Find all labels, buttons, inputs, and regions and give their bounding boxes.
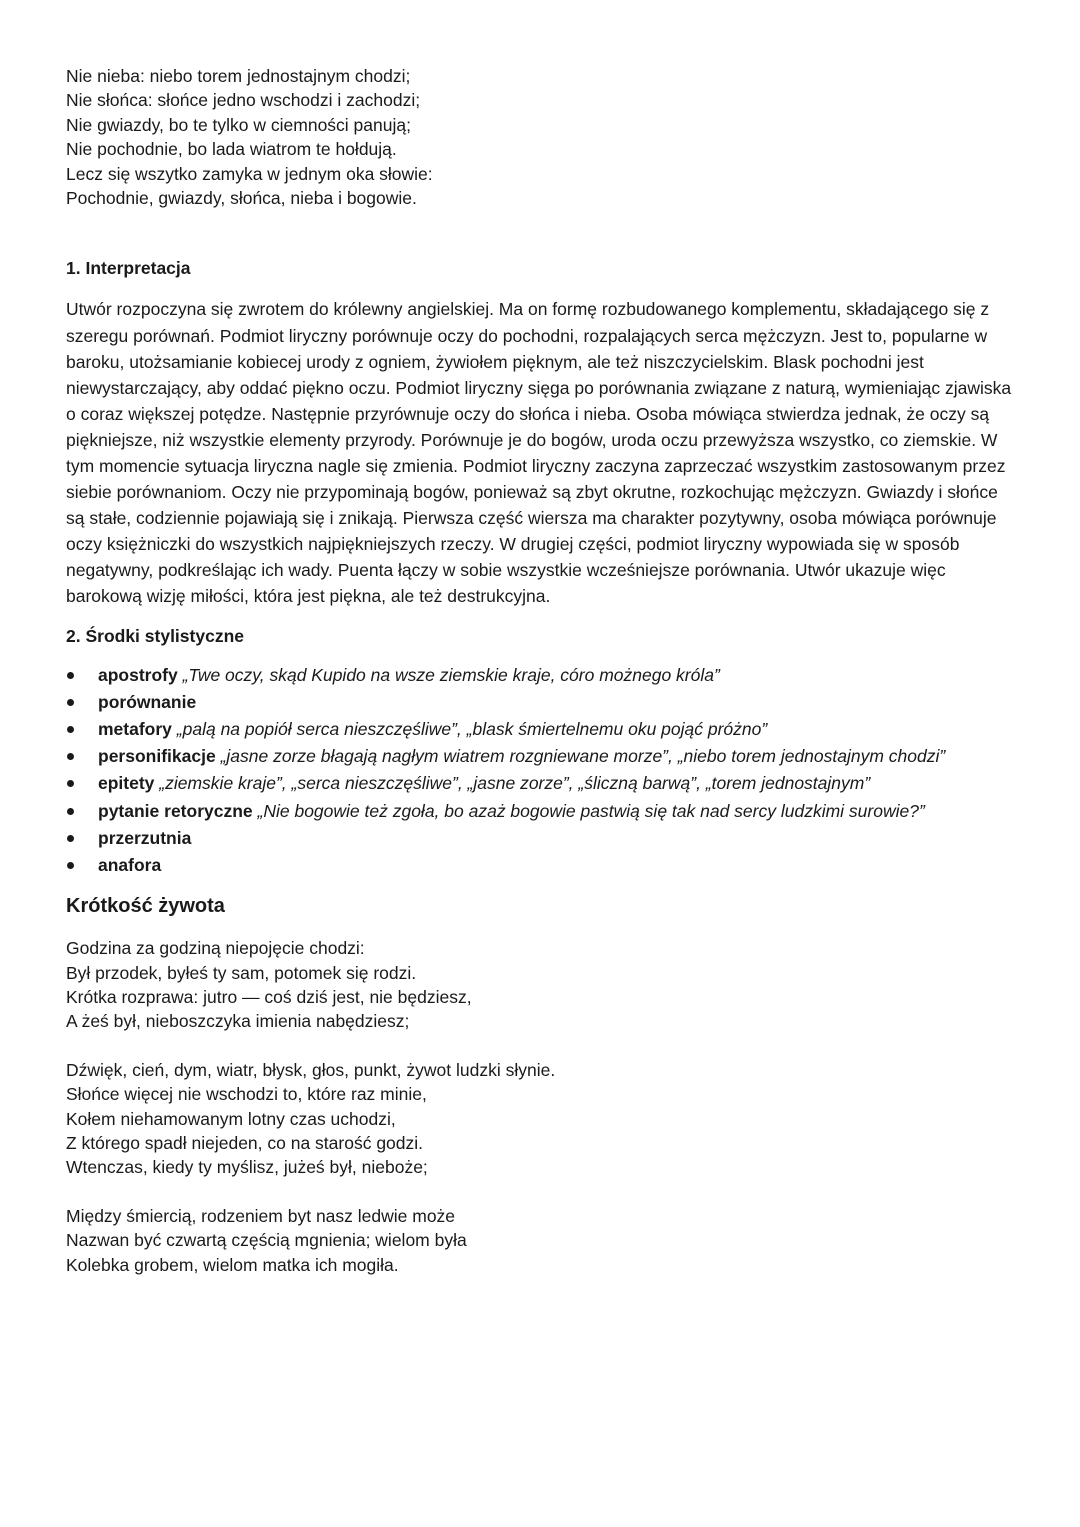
section-heading-stylistic: 2. Środki stylistyczne <box>66 625 244 646</box>
list-item <box>66 662 1026 689</box>
device-term: metafory <box>98 718 172 739</box>
device-quote: „ziemskie kraje”, „serca nieszczęśliwe”, „jasne zorze”, „śliczną barwą”, „torem jednostajnym” <box>159 773 871 794</box>
list-item <box>66 770 1026 797</box>
device-term: personifikacje <box>98 746 216 767</box>
poem-stanza <box>66 1204 1026 1277</box>
poem-line: Słońce więcej nie wschodzi to, które raz minie, <box>66 1084 427 1105</box>
poem-stanza <box>66 64 1026 210</box>
poem-line: Nazwan być czwartą częścią mgnienia; wielom była <box>66 1230 467 1251</box>
device-term: anafora <box>98 854 162 875</box>
poem-line: Nie słońca: słońce jedno wschodzi i zachodzi; <box>66 90 421 111</box>
bullet-icon <box>67 753 74 760</box>
poem-line: Krótka rozprawa: jutro — coś dziś jest, nie będziesz, <box>66 987 472 1007</box>
poem-line: Dźwięk, cień, dym, wiatr, błysk, głos, punkt, żywot ludzki słynie. <box>66 1059 556 1080</box>
stylistic-devices-list <box>66 662 1026 880</box>
poem-line: Nie nieba: niebo torem jednostajnym chodzi; <box>66 66 411 86</box>
interpretation-section <box>66 256 1026 609</box>
list-item <box>66 716 1026 743</box>
list-item <box>66 689 1026 716</box>
device-term: porównanie <box>98 691 197 712</box>
list-item <box>66 743 1026 770</box>
document-page <box>66 64 1026 1277</box>
poem-title: Krótkość żywota <box>66 895 225 918</box>
poem-line: Wtenczas, kiedy ty myślisz, jużeś był, nieboże; <box>66 1157 428 1178</box>
list-item <box>66 798 1026 825</box>
poem-line: Pochodnie, gwiazdy, słońca, nieba i bogowie. <box>66 188 417 209</box>
poem-line: Z którego spadł niejeden, co na starość godzi. <box>66 1133 424 1154</box>
bullet-icon <box>67 726 74 733</box>
list-item <box>66 852 1026 879</box>
device-quote: „palą na popiół serca nieszczęśliwe”, „blask śmiertelnemu oku pojąć próżno” <box>176 718 768 739</box>
section-heading-interpretation: 1. Interpretacja <box>66 258 191 279</box>
device-term: pytanie retoryczne <box>98 800 253 821</box>
list-item <box>66 825 1026 852</box>
bullet-icon <box>67 835 74 842</box>
bullet-icon <box>67 672 74 679</box>
device-quote: „Nie bogowie też zgoła, bo azaż bogowie pastwią się tak nad sercy ludzkimi surowie?” <box>257 800 925 821</box>
poem-line: Między śmiercią, rodzeniem byt nasz ledwie może <box>66 1205 456 1226</box>
poem-line: Kołem niehamowanym lotny czas uchodzi, <box>66 1108 396 1129</box>
poem-line: Nie gwiazdy, bo te tylko w ciemności panują; <box>66 114 411 135</box>
poem-line: A żeś był, nieboszczyka imienia nabędziesz; <box>66 1011 410 1032</box>
bullet-icon <box>67 780 74 787</box>
poem-line: Kolebka grobem, wielom matka ich mogiła. <box>66 1254 399 1275</box>
stylistic-devices-section <box>66 624 1026 880</box>
poem-line: Nie pochodnie, bo lada wiatrom te hołdują. <box>66 139 397 160</box>
interpretation-paragraph: Utwór rozpoczyna się zwrotem do królewny angielskiej. Ma on formę rozbudowanego komplementu, składającego się z szeregu porównań. Podmiot liryczny porównuje oczy do pochodni, rozpalających serca mężczyzn. Jest to, popularne w baroku, utożsamianie kobiecej urody z ogniem, żywiołem pięknym, ale też niszczycielskim. Blask pochodni jest niewystarczający, aby oddać piękno oczu. Podmiot liryczny sięga po porównania związane z naturą, wymieniając zjawiska o coraz większej potędze. Następnie przyrównuje oczy do słońca i nieba. Osoba mówiąca stwierdza jednak, że oczy są piękniejsze, niż wszystkie elementy przyrody. Porównuje je do bogów, uroda oczu przewyższa wszystko, co ziemskie. W tym momencie sytuacja liryczna nagle się zmienia. Podmiot liryczny zaczyna zaprzeczać wszystkim zastosowanym przez siebie porównaniom. Oczy nie przypominają bogów, ponieważ są zbyt okrutne, rozkochując mężczyzn. Gwiazdy i słońce są stałe, codziennie pojawiają się i znikają. Pierwsza część wiersza ma charakter pozytywny, osoba mówiąca porównuje oczy księżniczki do wszystkich najpiękniejszych rzeczy. W drugiej części, podmiot liryczny wypowiada się w sposób negatywny, podkreślając ich wady. Puenta łączy w sobie wszystkie wcześniejsze porównania. Utwór ukazuje więc barokową wizję miłości, która jest piękna, ale też destrukcyjna. <box>66 299 1012 607</box>
bullet-icon <box>67 808 74 815</box>
bullet-icon <box>67 699 74 706</box>
device-quote: „Twe oczy, skąd Kupido na wsze ziemskie kraje, córo możnego króla” <box>182 664 720 685</box>
device-term: epitety <box>98 773 155 794</box>
poem-stanza <box>66 936 1026 1034</box>
device-quote: „jasne zorze błagają nagłym wiatrem rozgniewane morze”, „niebo torem jednostajnym chodzi” <box>220 746 946 767</box>
device-term: przerzutnia <box>98 827 192 848</box>
poem-line: Był przodek, byłeś ty sam, potomek się rodzi. <box>66 962 417 983</box>
poem-stanza <box>66 1058 1026 1180</box>
device-term: apostrofy <box>98 664 178 685</box>
poem-line: Lecz się wszytko zamyka w jednym oka słowie: <box>66 163 433 184</box>
bullet-icon <box>67 862 74 869</box>
poem-line: Godzina za godziną niepojęcie chodzi: <box>66 938 365 959</box>
